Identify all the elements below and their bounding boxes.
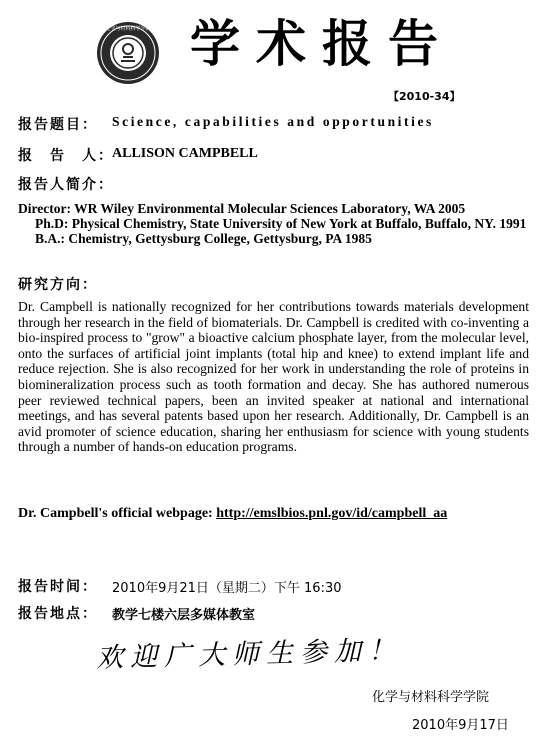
webpage-label: Dr. Campbell's official webpage: [18, 506, 217, 521]
place-value: 教学七楼六层多媒体教室 [112, 608, 256, 623]
bio-line-ba: B.A.: Chemistry, Gettysburg College, Gettysburg, PA 1985 [35, 231, 372, 246]
place-label: 报告地点： [18, 606, 98, 622]
college-logo [96, 21, 160, 85]
bio-label: 报告人简介： [18, 177, 114, 193]
footer-date: 2010年9月17日 [412, 718, 509, 733]
page-title: 学术报告 [190, 14, 454, 73]
webpage-line [18, 506, 447, 522]
bio-line-director: Director: WR Wiley Environmental Molecular Sciences Laboratory, WA 2005 [18, 201, 466, 216]
speaker-name: ALLISON CAMPBELL [112, 146, 258, 161]
research-text: Dr. Campbell is nationally recognized for her contributions towards materials development through her research in the field of biomaterials. Dr. Campbell is credited with co-inventing a bio-inspired process to "grow" a bioactive calcium phosphate layer, from the molecular level, onto the surfaces of artificial joint implants (total hip and knee) to extend implant life and reduce rejection. She is also recognized for her work in understanding the role of proteins in biomineralization process such as tooth formation and decay. She has authored numerous peer reviewed technical papers, been an invited speaker at national and international meetings, and has several patents based upon her research. Additionally, Dr. Campbell is an avid promoter of science education, sharing her enthusiasm for science with young students through a number of hands-on education programs. [18, 299, 529, 455]
time-value: 2010年9月21日（星期二）下午 16:30 [112, 581, 342, 596]
time-label: 报告时间： [18, 579, 98, 595]
bio-list [18, 201, 538, 246]
topic-value: Science, capabilities and opportunities [112, 114, 434, 129]
speaker-label: 报 告 人： [18, 148, 114, 164]
report-code: 【2010-34】 [388, 90, 461, 103]
footer-department: 化学与材料科学学院 [372, 690, 490, 705]
research-label: 研究方向： [18, 277, 98, 293]
topic-label: 报告题目： [18, 117, 98, 133]
svg-text:化学与材料科学学院: 化学与材料科学学院 [105, 26, 151, 32]
bio-line-phd: Ph.D: Physical Chemistry, State University of New York at Buffalo, Buffalo, NY. 1991 [35, 216, 527, 231]
welcome-message: 欢迎广大师生参加！ [95, 634, 403, 674]
webpage-link[interactable]: http://emslbios.pnl.gov/id/campbell_aa [216, 506, 448, 521]
